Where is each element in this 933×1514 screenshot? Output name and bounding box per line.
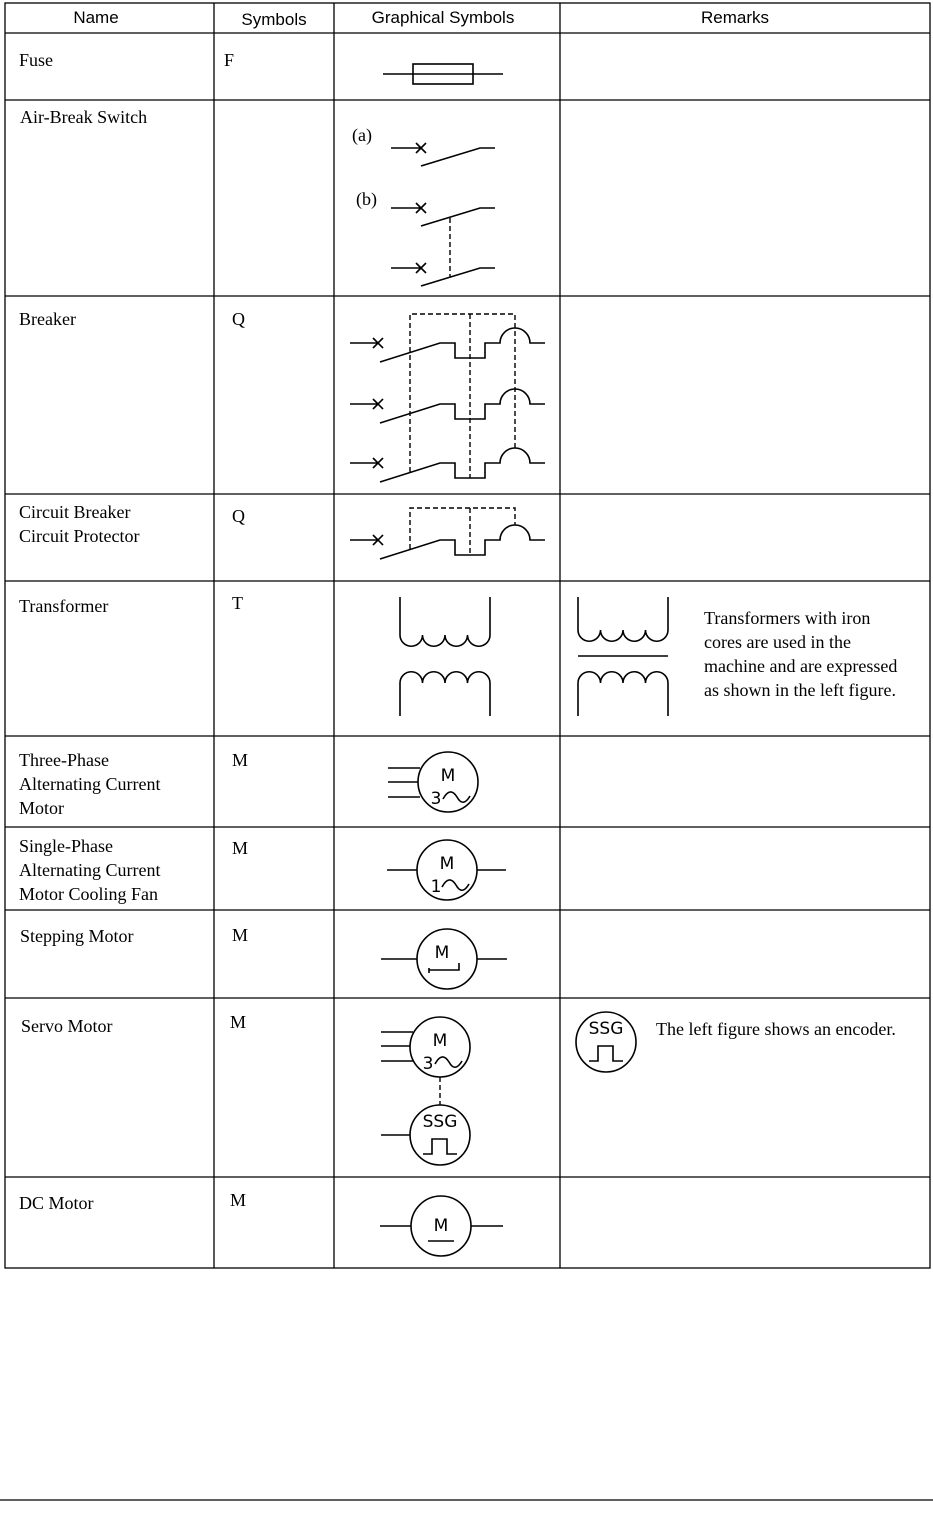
svg-text:M: M — [432, 1031, 448, 1051]
servo-remark: The left figure shows an encoder. — [656, 1019, 896, 1039]
table-grid — [0, 3, 933, 1500]
transformer-remarks — [704, 608, 897, 700]
row-symbol: F — [224, 50, 235, 70]
row-name: Motor — [19, 798, 64, 818]
single-phase-motor-symbol-icon — [387, 840, 506, 900]
row-symbol: Q — [232, 309, 245, 329]
svg-text:(b): (b) — [356, 189, 377, 209]
svg-text:M: M — [439, 854, 455, 874]
svg-text:3: 3 — [430, 789, 442, 809]
row-name: Breaker — [19, 309, 76, 329]
symbol-column — [224, 50, 248, 1210]
air-break-switch-symbol-icon — [352, 125, 495, 286]
row-name: Transformer — [19, 596, 109, 616]
row-name: Stepping Motor — [20, 926, 134, 946]
row-symbol: M — [230, 1190, 247, 1210]
svg-text:M: M — [433, 1216, 449, 1236]
row-symbol: M — [232, 838, 249, 858]
three-phase-motor-symbol-icon — [388, 752, 478, 812]
stepping-motor-symbol-icon — [381, 929, 507, 989]
header-remarks: Remarks — [700, 8, 770, 27]
row-name: DC Motor — [19, 1193, 94, 1213]
row-name: Servo Motor — [21, 1016, 113, 1036]
row-name: Circuit Protector — [19, 526, 140, 546]
row-symbol: T — [232, 593, 243, 613]
svg-text:machine and are expressed: machine and are expressed — [704, 656, 898, 676]
dc-motor-symbol-icon — [380, 1196, 503, 1256]
fuse-symbol-icon — [383, 64, 503, 84]
svg-text:3: 3 — [422, 1054, 434, 1074]
svg-text:M: M — [434, 943, 450, 963]
svg-text:(a): (a) — [352, 125, 372, 145]
row-name: Circuit Breaker — [19, 502, 131, 522]
transformer-symbol-icon — [400, 597, 490, 716]
svg-text:1: 1 — [430, 877, 442, 897]
row-symbol: M — [230, 1012, 247, 1032]
encoder-remark-icon — [576, 1012, 636, 1072]
row-symbol: M — [232, 750, 249, 770]
svg-text:SSG: SSG — [422, 1112, 458, 1132]
header-name: Name — [73, 8, 119, 27]
row-name: Alternating Current — [19, 860, 161, 880]
svg-text:as shown in the left figure.: as shown in the left figure. — [704, 680, 896, 700]
servo-motor-symbol-icon — [381, 1017, 470, 1165]
row-name: Three-Phase — [19, 750, 109, 770]
row-symbol: Q — [232, 506, 245, 526]
row-name: Fuse — [19, 50, 54, 70]
svg-text:Transformers with iron: Transformers with iron — [704, 608, 871, 628]
row-name: Single-Phase — [19, 836, 113, 856]
row-name: Motor Cooling Fan — [19, 884, 159, 904]
row-name: Air-Break Switch — [20, 107, 148, 127]
row-name: Alternating Current — [19, 774, 161, 794]
transformer-iron-core-icon — [578, 597, 668, 716]
header-symbols: Symbols — [241, 10, 307, 29]
breaker-symbol-icon — [350, 314, 545, 482]
svg-text:cores are used in the: cores are used in the — [704, 632, 851, 652]
circuit-breaker-symbol-icon — [350, 508, 545, 559]
svg-text:SSG: SSG — [588, 1019, 624, 1039]
row-symbol: M — [232, 925, 249, 945]
header-graphical-symbols: Graphical Symbols — [371, 8, 515, 27]
name-column — [19, 50, 160, 1213]
svg-text:M: M — [440, 766, 456, 786]
